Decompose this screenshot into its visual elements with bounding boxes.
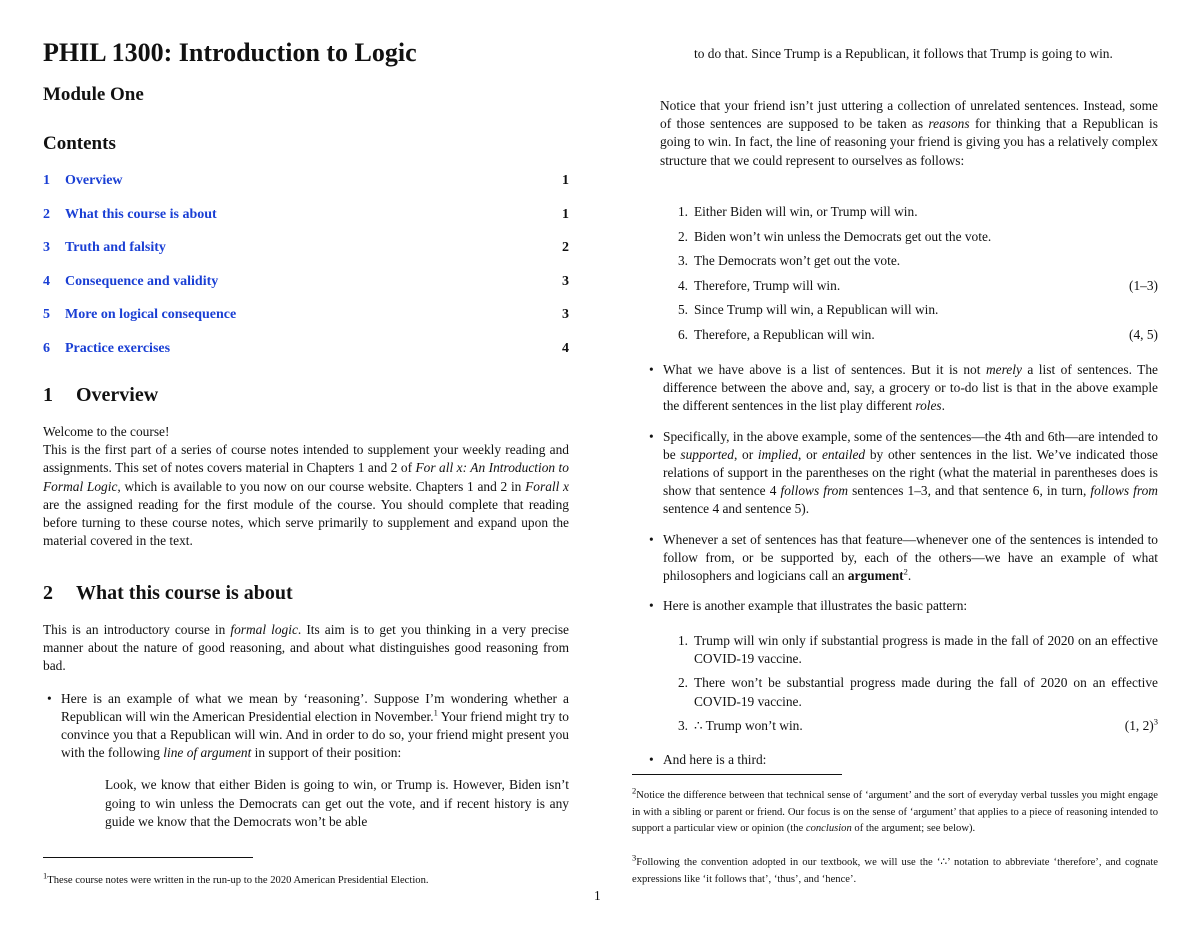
module-heading: Module One — [43, 84, 144, 105]
list-item: 6. Therefore, a Republican will win. (4, 5) — [677, 326, 1158, 342]
argument-list-2 — [660, 632, 1158, 741]
toc-number: 6 — [43, 340, 50, 356]
bullet-item: • Here is another example that illustrates the basic pattern: — [645, 597, 1158, 615]
toc-link[interactable]: More on logical consequence — [65, 307, 237, 323]
bullet-icon: • — [649, 428, 654, 444]
toc-number: 4 — [43, 273, 50, 289]
list-item: 4. Therefore, Trump will win. (1–3) — [677, 277, 1158, 293]
toc-link[interactable]: What this course is about — [65, 206, 217, 222]
bullet-icon: • — [649, 752, 654, 767]
footnote-marker: 3 — [632, 852, 637, 863]
toc-page: 3 — [562, 307, 569, 323]
list-item: 3. The Democrats won’t get out the vote. — [677, 253, 901, 268]
list-item: 2. Biden won’t win unless the Democrats get out the vote. — [677, 228, 992, 244]
toc-link[interactable]: Practice exercises — [65, 340, 171, 356]
toc-page: 4 — [562, 340, 569, 356]
overview-body — [43, 423, 569, 550]
footnote-rule — [632, 774, 842, 775]
block-quote: Look, we know that either Biden is going to win, or Trump is. However, Biden isn’t going to win unless the Democrats can get out the vote, and if recent history is any guide we know that the Democrats won’t be able — [105, 777, 569, 829]
about-body — [43, 621, 569, 831]
toc-number: 5 — [43, 307, 50, 323]
list-item: 1. Trump will win only if substantial progress is made in the fall of 2020 on an effective COVID-19 vaccine. — [677, 633, 1158, 667]
welcome-text: Welcome to the course! — [43, 424, 170, 439]
section-heading-about — [43, 582, 293, 605]
bullet-item: • Here is an example of what we mean by ‘reasoning’. Suppose I’m wondering whether a Republican will win the American Presidential election in November.$^1$ Your friend might try to convince you that a Republican will win. And in order to do so, your friend might present you with the following line of argument in support of their position: — [47, 690, 569, 761]
bullet-icon: • — [649, 598, 654, 614]
footnote-3: $^3$Following the convention adopted in our textbook, we will use the ‘∴’ notation to abbreviate ‘therefore’, and cognate expressions like ‘it follows that’, ‘thus’, and ‘hence’. — [632, 852, 1158, 885]
bullet-item: • What we have above is a list of sentences. But it is not merely a list of sentences. The difference between the above and, say, a grocery or to-do list is that in the above example the different sentences in the list play different roles. — [649, 362, 1158, 414]
table-of-contents — [43, 172, 569, 358]
section-number: 2 — [43, 582, 53, 604]
bullet-item: • Whenever a set of sentences has that feature—whenever one of the sentences is intended to follow from, or be supported by, each of the others—we have an example of what philosophers and logicians call an argument$^2$. — [649, 531, 1158, 584]
overview-paragraph: This is the first part of a series of course notes intended to supplement your weekly reading and assignments. This set of notes covers material in Chapters 1 and 2 of For all x: An Introduction to Formal Logic, which is available to you now on our course website. Chapters 1 and 2 in Forall x are the assigned reading for the first module of the course. You should complete that reading before turning to these course notes, which serve primarily to supplement and expand upon the material covered in the text. — [43, 442, 570, 549]
footnote-2: $^2$Notice the difference between that technical sense of ‘argument’ and the sort of everyday verbal tussles you might engage in with a sibling or parent or friend. Our focus is on the sense of ‘argument’ that applies to a piece of reasoning intended to support a particular view or opinion (the conclusion of the argument; see below). — [632, 785, 1158, 834]
toc-number: 1 — [43, 173, 50, 188]
bullets-block — [645, 361, 1158, 615]
toc-page: 1 — [562, 206, 569, 222]
argument-list-1 — [660, 203, 1158, 350]
contents-heading: Contents — [43, 133, 116, 154]
section-title: What this course is about — [76, 582, 293, 604]
bullet-icon: • — [649, 362, 654, 377]
toc-entry[interactable] — [43, 239, 569, 257]
bullets-block-2 — [645, 751, 1158, 769]
list-item: 5. Since Trump will win, a Republican will win. — [677, 302, 939, 317]
list-item: 1. Either Biden will win, or Trump will win. — [677, 204, 918, 219]
notice-paragraph: Notice that your friend isn’t just uttering a collection of unrelated sentences. Instead, some of those sentences are supposed to be taken as reasons for thinking that a Republican is going to win. In fact, the line of reasoning your friend is giving you has a relatively complex structure that we could represent to ourselves as follows: — [660, 98, 1158, 168]
toc-page: 3 — [562, 273, 569, 289]
list-item: 3. ∴ Trump won’t win. (1, 2)$^3$ — [677, 716, 1158, 733]
footnote-marker: 1 — [43, 870, 48, 881]
footnote-marker: 2 — [632, 785, 637, 796]
bullet-icon: • — [47, 690, 52, 706]
toc-entry[interactable] — [43, 206, 569, 224]
bullet-item: • Specifically, in the above example, some of the sentences—the 4th and 6th—are intended to be supported, or implied, or entailed by other sentences in the list. We’ve indicated those relations of support in the parentheses on the right (what the material in parentheses does is show that sentence 4 follows from sentences 1–3, and that sentence 6, in turn, follows from sentence 4 and sentence 5). — [649, 428, 1158, 517]
about-paragraph: This is an introductory course in formal logic. Its aim is to get you thinking in a very precise manner about the nature of good reasoning, and about what distinguishes good reasoning from bad. — [43, 622, 569, 674]
section-heading-overview — [43, 384, 158, 407]
block-quote-continued: to do that. Since Trump is a Republican, it follows that Trump is going to win. — [694, 46, 1113, 61]
footnote-ref[interactable]: 3 — [1153, 716, 1158, 727]
footnote-rule — [43, 857, 253, 858]
toc-number: 3 — [43, 240, 50, 256]
section-title: Overview — [76, 384, 159, 406]
toc-entry[interactable] — [43, 306, 569, 324]
document-title: PHIL 1300: Introduction to Logic — [43, 38, 417, 67]
toc-entry[interactable] — [43, 340, 569, 358]
toc-page: 1 — [562, 173, 569, 188]
list-item: 2. There won’t be substantial progress made during the fall of 2020 on an effective COVID-19 vaccine. — [677, 675, 1158, 709]
toc-link[interactable]: Truth and falsity — [65, 240, 166, 256]
toc-page: 2 — [562, 240, 569, 256]
footnote-ref[interactable]: 1 — [433, 707, 438, 718]
toc-link[interactable]: Overview — [65, 173, 123, 188]
toc-entry[interactable] — [43, 273, 569, 291]
toc-link[interactable]: Consequence and validity — [65, 273, 219, 289]
page-number: 1 — [594, 888, 601, 903]
bullet-item: • And here is a third: — [645, 751, 1158, 769]
toc-number: 2 — [43, 206, 50, 222]
footnote-ref[interactable]: 2 — [903, 566, 908, 577]
footnote-1: $^1$These course notes were written in the run-up to the 2020 American Presidential Election. — [43, 870, 429, 886]
bullet-icon: • — [649, 531, 654, 547]
section-number: 1 — [43, 384, 53, 406]
toc-entry[interactable] — [43, 172, 569, 190]
